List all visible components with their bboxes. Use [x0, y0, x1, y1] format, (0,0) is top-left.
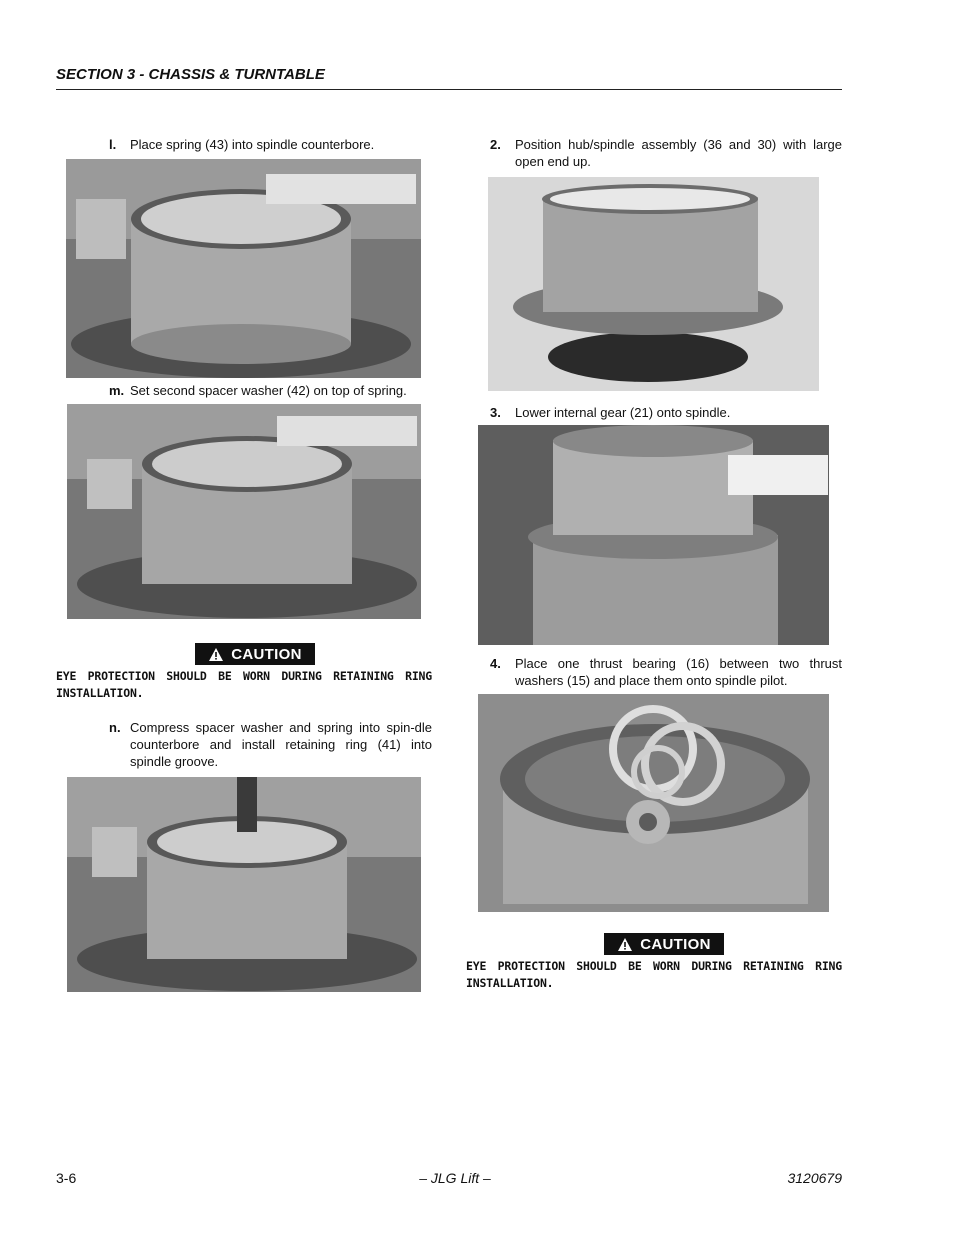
- section-header-title: SECTION 3 - CHASSIS & TURNTABLE: [56, 66, 325, 83]
- step-l-text: Place spring (43) into spindle counterbore.: [130, 137, 375, 152]
- caution-label-left: CAUTION: [231, 645, 302, 663]
- step-m: [109, 382, 439, 399]
- step-2-label: 2.: [490, 137, 501, 152]
- footer-doc-number: 3120679: [787, 1170, 842, 1186]
- step-4-label: 4.: [490, 656, 501, 671]
- photo-spring-in-counterbore: [66, 159, 421, 378]
- step-n-label: n.: [109, 720, 121, 735]
- step-3: [490, 404, 842, 421]
- step-m-text: Set second spacer washer (42) on top of spring.: [130, 383, 407, 398]
- photo-thrust-bearing-washers: [478, 694, 829, 912]
- warning-triangle-icon: [617, 937, 633, 952]
- step-l: [109, 136, 434, 153]
- footer-center-brand: – JLG Lift –: [419, 1170, 491, 1186]
- caution-badge-right: [604, 933, 724, 955]
- photo-internal-gear-onto-spindle: [478, 425, 829, 645]
- step-4: [490, 655, 842, 689]
- step-m-label: m.: [109, 383, 125, 398]
- photo-hub-spindle-assembly: [488, 177, 819, 391]
- caution-badge-left: [195, 643, 315, 665]
- warning-triangle-icon: [208, 647, 224, 662]
- caution-text-left: EYE PROTECTION SHOULD BE WORN DURING RETAINING RING INSTALLATION.: [56, 669, 432, 700]
- step-2-text: Position hub/spindle assembly (36 and 30) with large open end up.: [515, 137, 842, 169]
- step-4-text: Place one thrust bearing (16) between two thrust washers (15) and place them onto spindle pilot.: [515, 656, 842, 688]
- footer-page-number: 3-6: [56, 1170, 77, 1186]
- step-3-label: 3.: [490, 405, 501, 420]
- step-2: [490, 136, 842, 170]
- step-l-label: l.: [109, 137, 117, 152]
- photo-spacer-washer-on-spring: [67, 404, 421, 619]
- header-rule: [56, 89, 842, 90]
- caution-label-right: CAUTION: [640, 935, 711, 953]
- step-n: [109, 719, 432, 770]
- photo-retaining-ring-install: [67, 777, 421, 992]
- step-3-text: Lower internal gear (21) onto spindle.: [515, 405, 731, 420]
- caution-text-right: EYE PROTECTION SHOULD BE WORN DURING RETAINING RING INSTALLATION.: [466, 959, 842, 990]
- step-n-text: Compress spacer washer and spring into spin-dle counterbore and install retaining ring (41) into spindle groove.: [130, 720, 432, 769]
